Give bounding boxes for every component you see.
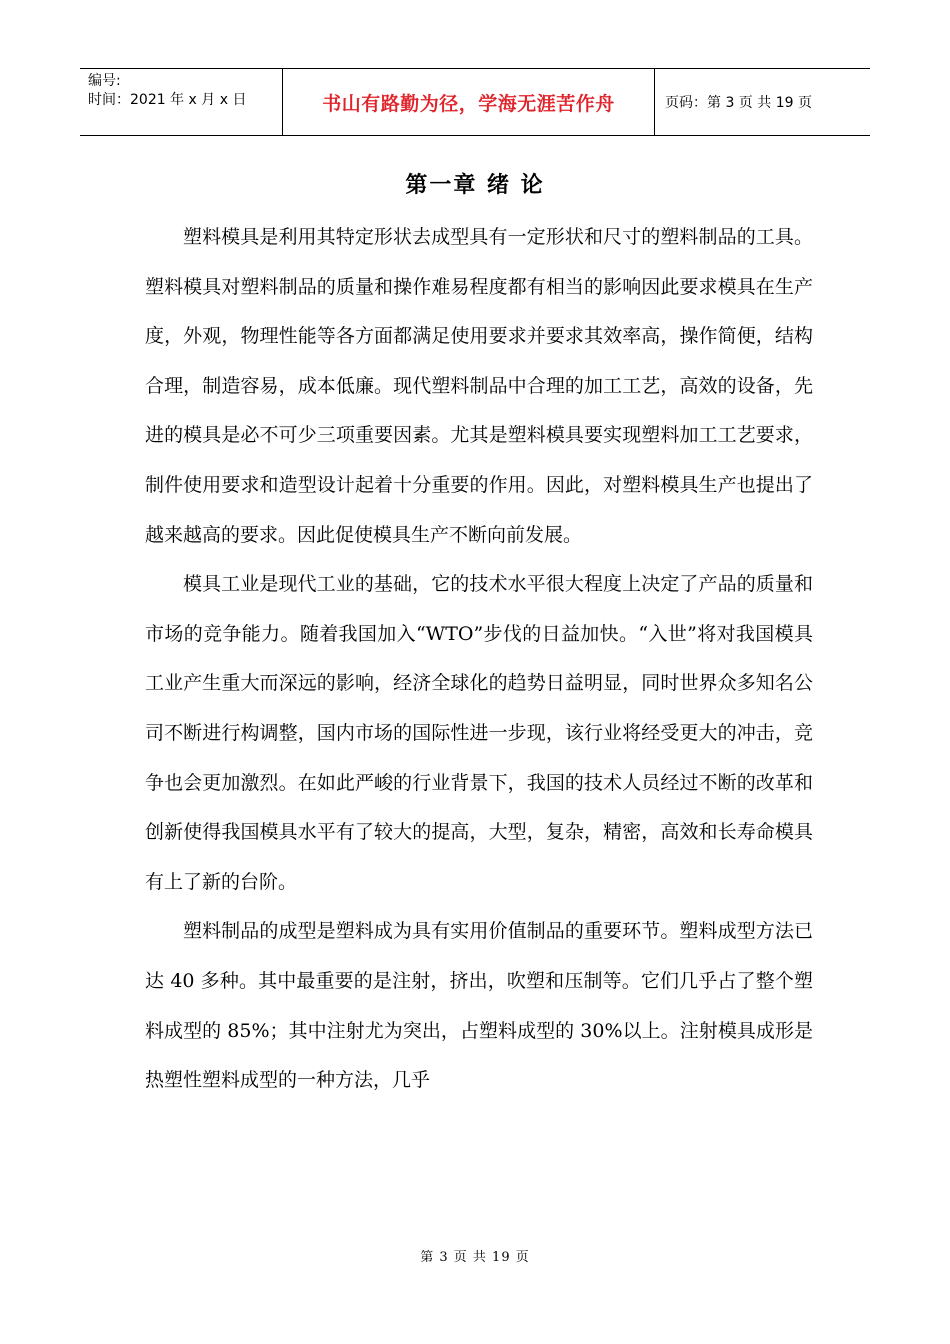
code-label: 编号:	[88, 73, 121, 89]
time-label: 时间：2021 年 x 月 x 日	[88, 92, 247, 108]
header-motto-cell	[283, 69, 655, 135]
page-info: 页码：第 3 页 共 19 页	[665, 95, 812, 111]
header-page-cell	[655, 69, 870, 135]
paragraph-3: 塑料制品的成型是塑料成为具有实用价值制品的重要环节。塑料成型方法已达 40 多种。其中最重要的是注射，挤出，吹塑和压制等。它们几乎占了整个塑料成型的 85%；其中注射尤为突出，占塑料成型的 30%以上。注射模具成形是热塑性塑料成型的一种方法，几乎	[145, 920, 813, 1092]
paragraph-2: 模具工业是现代工业的基础，它的技术水平很大程度上决定了产品的质量和市场的竞争能力。随着我国加入“WTO”步伐的日益加快。“入世”将对我国模具工业产生重大而深远的影响，经济全球化的趋势日益明显，同时世界众多知名公司不断进行构调整，国内市场的国际性进一步现，该行业将经受更大的冲击，竞争也会更加激烈。在如此严峻的行业背景下，我国的技术人员经过不断的改革和创新使得我国模具水平有了较大的提高，大型，复杂，精密，高效和长寿命模具有上了新的台阶。	[145, 573, 813, 893]
chapter-title: 第一章 绪 论	[405, 173, 545, 198]
header-table	[80, 68, 870, 136]
page-footer: 第 3 页 共 19 页	[420, 1250, 530, 1265]
header-meta-cell	[80, 69, 283, 135]
paragraph-1: 塑料模具是利用其特定形状去成型具有一定形状和尺寸的塑料制品的工具。塑料模具对塑料制品的质量和操作难易程度都有相当的影响因此要求模具在生产度，外观，物理性能等各方面都满足使用要求并要求其效率高，操作简便，结构合理，制造容易，成本低廉。现代塑料制品中合理的加工工艺，高效的设备，先进的模具是必不可少三项重要因素。尤其是塑料模具要实现塑料加工工艺要求，制件使用要求和造型设计起着十分重要的作用。因此，对塑料模具生产也提出了越来越高的要求。因此促使模具生产不断向前发展。	[145, 226, 813, 546]
body-text	[145, 213, 813, 1106]
motto: 书山有路勤为径，学海无涯苦作舟	[322, 92, 615, 115]
